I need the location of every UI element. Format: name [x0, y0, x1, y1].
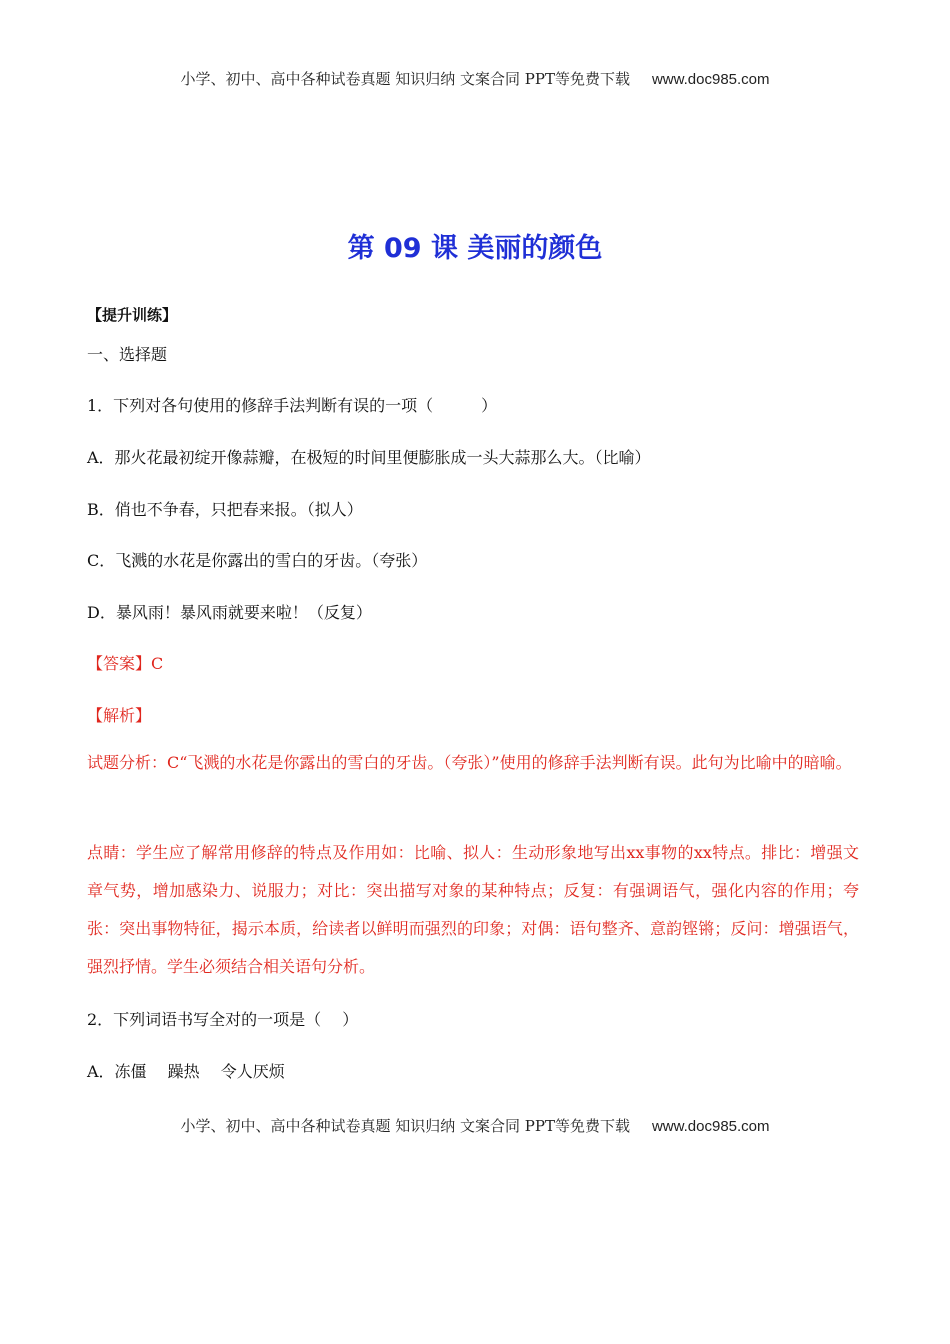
question-1-stem: 1．下列对各句使用的修辞手法判断有误的一项（ ）: [87, 396, 498, 415]
header-text: 小学、初中、高中各种试卷真题 知识归纳 文案合同 PPT等免费下载: [180, 70, 630, 88]
question-1-analysis: 试题分析：C“飞溅的水花是你露出的雪白的牙齿。（夸张）”使用的修辞手法判断有误。此句为比喻中的暗喻。: [87, 753, 852, 772]
part-label: 一、选择题: [87, 345, 168, 364]
page-header: [0, 68, 950, 89]
question-2-stem: 2．下列词语书写全对的一项是（ ）: [87, 1010, 359, 1029]
footer-text: 小学、初中、高中各种试卷真题 知识归纳 文案合同 PPT等免费下载: [180, 1117, 630, 1135]
header-site-link[interactable]: www.doc985.com: [651, 71, 770, 88]
question-2-option-a: A．冻僵 躁热 令人厌烦: [87, 1062, 285, 1081]
question-1-analysis-label: 【解析】: [87, 706, 152, 725]
section-label: 【提升训练】: [87, 306, 178, 324]
page-footer: [0, 1115, 950, 1136]
footer-site-link[interactable]: www.doc985.com: [651, 1118, 770, 1135]
page-title: 第 09 课 美丽的颜色: [347, 233, 603, 264]
question-1-option-a: A．那火花最初绽开像蒜瓣，在极短的时间里便膨胀成一头大蒜那么大。（比喻）: [87, 448, 651, 467]
question-1-option-c: C．飞溅的水花是你露出的雪白的牙齿。（夸张）: [87, 551, 428, 570]
question-1-tip: 点睛：学生应了解常用修辞的特点及作用如：比喻、拟人：生动形象地写出xx事物的xx特点。排比：增强文章气势，增加感染力、说服力；对比：突出描写对象的某种特点；反复：有强调语气，强化内容的作用；夸张：突出事物特征，揭示本质，给读者以鲜明而强烈的印象；对偶：语句整齐、意韵铿锵；反问：增强语气，强烈抒情。学生必须结合相关语句分析。: [87, 843, 859, 976]
question-1-option-d: D．暴风雨！暴风雨就要来啦！（反复）: [87, 603, 372, 622]
question-1-answer: 【答案】C: [87, 654, 164, 673]
question-1-option-b: B．俏也不争春，只把春来报。（拟人）: [87, 500, 363, 519]
